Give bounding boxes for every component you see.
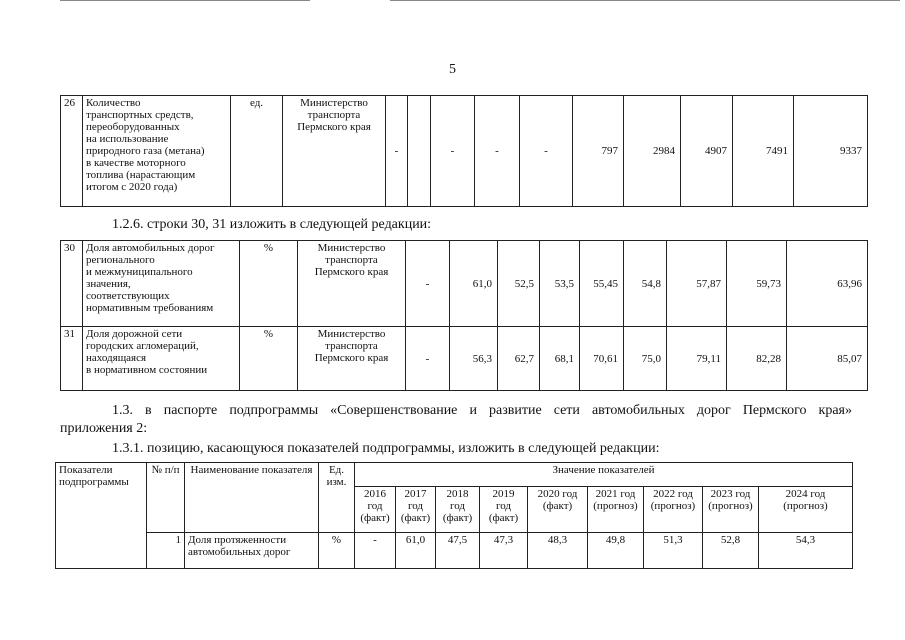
value-cell: 79,11 bbox=[667, 327, 727, 391]
table-row bbox=[61, 241, 868, 327]
header-year: 2016 год (факт) bbox=[355, 487, 396, 533]
value-cell: - bbox=[520, 96, 573, 207]
row-number: 1 bbox=[147, 533, 185, 569]
header-year: 2020 год (факт) bbox=[528, 487, 588, 533]
unit-cell: ед. bbox=[231, 96, 283, 207]
organization-cell: Министерство транспорта Пермского края bbox=[298, 327, 406, 391]
row-number: 31 bbox=[61, 327, 83, 391]
value-cell: - bbox=[406, 241, 450, 327]
header-year: 2022 год (прогноз) bbox=[644, 487, 703, 533]
value-cell: 68,1 bbox=[540, 327, 580, 391]
value-cell: 53,5 bbox=[540, 241, 580, 327]
unit-cell: % bbox=[240, 241, 298, 327]
value-cell: 70,61 bbox=[580, 327, 624, 391]
value-cell: 57,87 bbox=[667, 241, 727, 327]
organization-cell: Министерство транспорта Пермского края bbox=[283, 96, 386, 207]
value-cell: 49,8 bbox=[588, 533, 644, 569]
value-cell: 47,3 bbox=[480, 533, 528, 569]
value-cell: 52,5 bbox=[498, 241, 540, 327]
value-cell: - bbox=[431, 96, 475, 207]
organization-cell: Министерство транспорта Пермского края bbox=[298, 241, 406, 327]
value-cell: 48,3 bbox=[528, 533, 588, 569]
header-year: 2023 год (прогноз) bbox=[703, 487, 759, 533]
value-cell: 63,96 bbox=[787, 241, 868, 327]
header-year: 2024 год (прогноз) bbox=[759, 487, 853, 533]
value-cell: - bbox=[475, 96, 520, 207]
value-cell: - bbox=[386, 96, 408, 207]
paragraph-1-3-cont: приложения 2: bbox=[60, 421, 148, 436]
indicator-name: Количество транспортных средств, переоборудованных на использование природного газа (метана) в качестве моторного топлива (нарастающим итогом с 2020 года) bbox=[83, 96, 231, 207]
indicator-name: Доля автомобильных дорог регионального и межмуниципального значения, соответствующих нормативным требованиям bbox=[83, 241, 240, 327]
header-year: 2017 год (факт) bbox=[396, 487, 436, 533]
value-cell: 75,0 bbox=[624, 327, 667, 391]
value-cell: 9337 bbox=[794, 96, 868, 207]
page-number: 5 bbox=[449, 62, 456, 77]
row-number: 26 bbox=[61, 96, 83, 207]
value-cell: 52,8 bbox=[703, 533, 759, 569]
header-name: Наименование показателя bbox=[185, 463, 319, 533]
table-row bbox=[56, 533, 853, 569]
value-cell: 61,0 bbox=[450, 241, 498, 327]
indicators-label-cell: Показатели подпрограммы bbox=[56, 463, 147, 569]
header-year: 2021 год (прогноз) bbox=[588, 487, 644, 533]
top-rule-right bbox=[390, 0, 900, 1]
value-cell: 7491 bbox=[733, 96, 794, 207]
paragraph-1-3-1: 1.3.1. позицию, касающуюся показателей подпрограммы, изложить в следующей редакции: bbox=[112, 441, 660, 456]
value-cell: 4907 bbox=[681, 96, 733, 207]
value-cell: 2984 bbox=[624, 96, 681, 207]
paragraph-1-2-6: 1.2.6. строки 30, 31 изложить в следующей редакции: bbox=[112, 217, 432, 232]
paragraph-1-3: 1.3. в паспорте подпрограммы «Совершенствование и развитие сети автомобильных дорог Пермского края» bbox=[112, 403, 852, 418]
unit-cell: % bbox=[319, 533, 355, 569]
indicator-name: Доля протяженности автомобильных дорог bbox=[185, 533, 319, 569]
value-cell: 82,28 bbox=[727, 327, 787, 391]
value-cell bbox=[408, 96, 431, 207]
value-cell: 61,0 bbox=[396, 533, 436, 569]
header-unit: Ед. изм. bbox=[319, 463, 355, 533]
top-rule-left bbox=[60, 0, 310, 1]
value-cell: 54,3 bbox=[759, 533, 853, 569]
table-rows-30-31 bbox=[60, 240, 868, 391]
row-number: 30 bbox=[61, 241, 83, 327]
indicators-table bbox=[55, 462, 853, 569]
value-cell: 56,3 bbox=[450, 327, 498, 391]
value-cell: 55,45 bbox=[580, 241, 624, 327]
header-year: 2019 год (факт) bbox=[480, 487, 528, 533]
table-row-26 bbox=[60, 95, 868, 207]
value-cell: 54,8 bbox=[624, 241, 667, 327]
value-cell: 47,5 bbox=[436, 533, 480, 569]
header-year: 2018 год (факт) bbox=[436, 487, 480, 533]
value-cell: 85,07 bbox=[787, 327, 868, 391]
value-cell: 62,7 bbox=[498, 327, 540, 391]
unit-cell: % bbox=[240, 327, 298, 391]
value-cell: - bbox=[406, 327, 450, 391]
header-num: № п/п bbox=[147, 463, 185, 533]
value-cell: 51,3 bbox=[644, 533, 703, 569]
value-cell: 797 bbox=[573, 96, 624, 207]
value-cell: 59,73 bbox=[727, 241, 787, 327]
header-values: Значение показателей bbox=[355, 463, 853, 487]
table-row bbox=[61, 327, 868, 391]
indicator-name: Доля дорожной сети городских агломераций, находящаяся в нормативном состоянии bbox=[83, 327, 240, 391]
value-cell: - bbox=[355, 533, 396, 569]
